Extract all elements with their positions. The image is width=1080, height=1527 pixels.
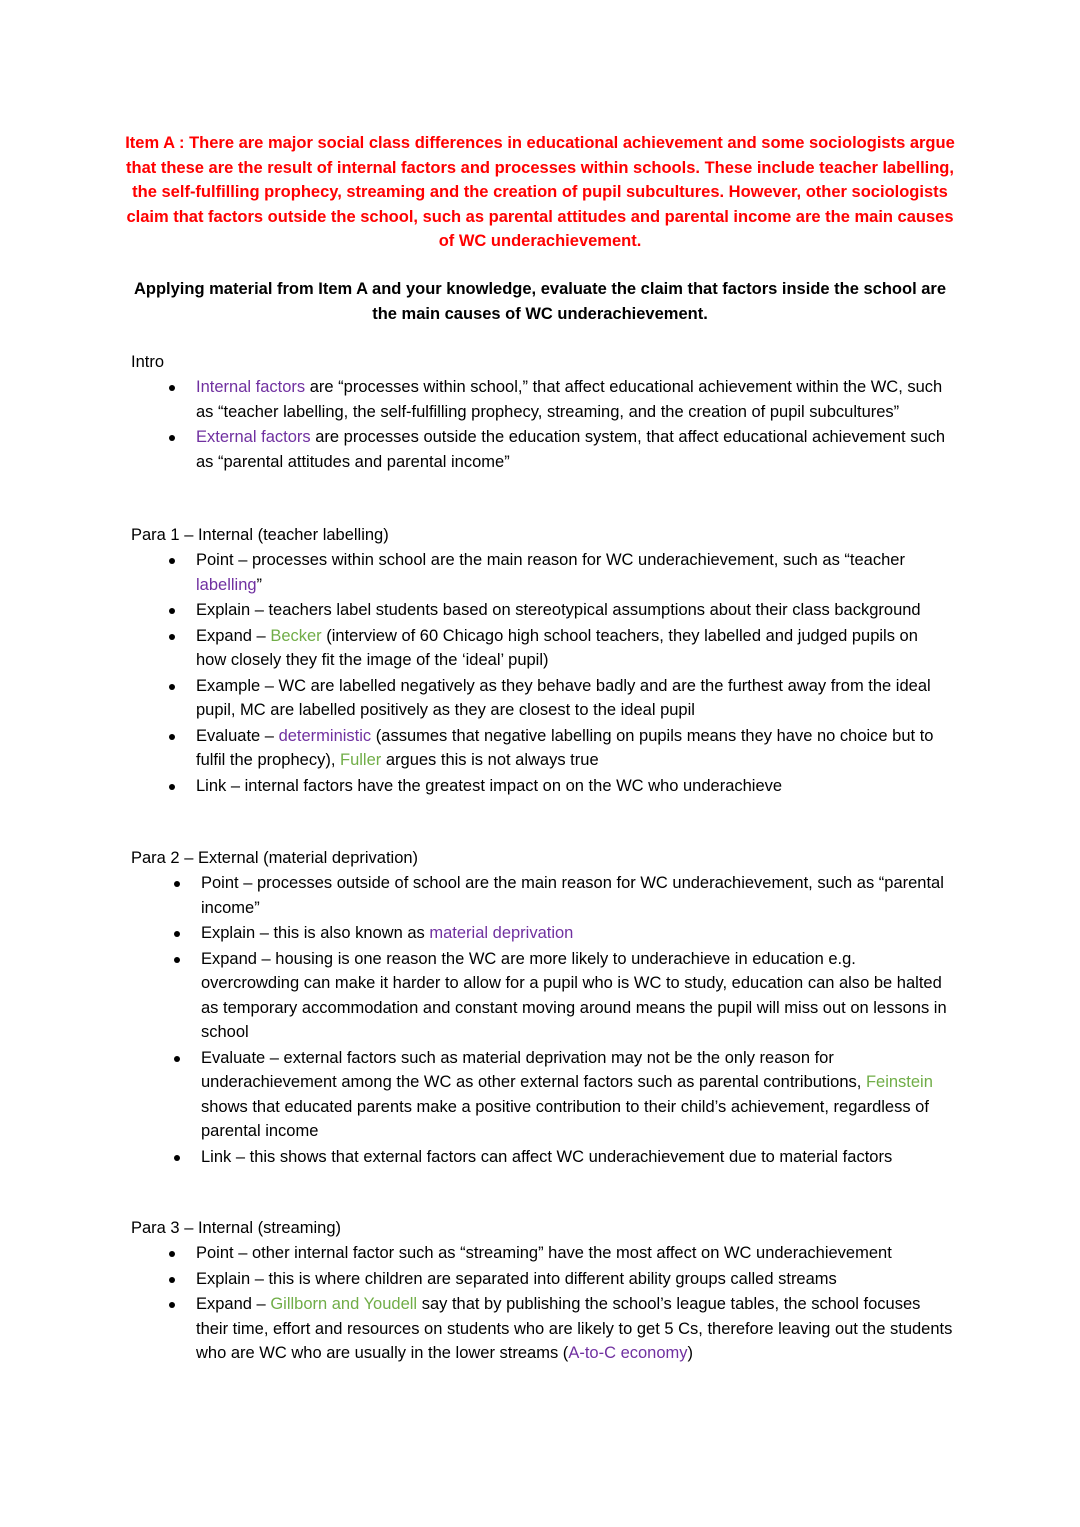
key-term: labelling xyxy=(196,575,257,594)
list-item: Point – other internal factor such as “streaming” have the most affect on WC underachievement xyxy=(196,1241,956,1266)
item-a-text: Item A : There are major social class differences in educational achievement and some sociologists argue that these are the result of internal factors and processes within schools. These include teacher labelling, the self-fulfilling prophecy, streaming and the creation of pupil subcultures. However, other sociologists claim that factors outside the school, such as parental attitudes and parental income are the main causes of WC underachievement. xyxy=(125,134,955,250)
sociologist-name: Feinstein xyxy=(865,1073,933,1091)
list-item: Example – WC are labelled negatively as they behave badly and are the furthest away from the ideal pupil, MC are labelled positively as they are closest to the ideal pupil xyxy=(196,674,936,723)
para3-list xyxy=(196,1241,956,1366)
key-term: Internal factors xyxy=(196,378,306,396)
intro-heading: Intro xyxy=(131,353,165,371)
list-item: Point – processes outside of school are the main reason for WC underachievement, such as “parental income” xyxy=(201,871,956,920)
list-item: Explain – teachers label students based on stereotypical assumptions about their class background xyxy=(196,598,936,623)
list-item: Expand – Gillborn and Youdell say that by publishing the school’s league tables, the school focuses their time, effort and resources on students who are likely to get 5 Cs, therefore leaving out the students who are WC who are usually in the lower streams (A-to-C economy) xyxy=(196,1292,956,1366)
key-term: External factors xyxy=(196,428,311,446)
essay-question: Applying material from Item A and your knowledge, evaluate the claim that factors inside the school are the main causes of WC underachievement. xyxy=(133,280,947,323)
key-term: A-to-C economy xyxy=(568,1344,688,1362)
sociologist-name: Becker xyxy=(270,626,322,645)
list-item: Explain – this is where children are separated into different ability groups called streams xyxy=(196,1267,956,1292)
sociologist-name: Fuller xyxy=(340,751,382,769)
list-item: Explain – this is also known as material deprivation xyxy=(201,921,956,946)
para1-heading: Para 1 – Internal (teacher labelling) xyxy=(131,526,389,544)
list-item: Expand – Becker (interview of 60 Chicago high school teachers, they labelled and judged pupils on how closely they fit the image of the ‘ideal’ pupil) xyxy=(196,624,936,673)
list-item: Internal factors are “processes within school,” that affect educational achievement within the WC, such as “teacher labelling, the self-fulfilling prophecy, streaming, and the creation of pupil subcultures” xyxy=(196,375,956,424)
list-item: Link – internal factors have the greatest impact on on the WC who underachieve xyxy=(196,774,936,799)
list-item: Expand – housing is one reason the WC are more likely to underachieve in education e.g. overcrowding can make it harder to allow for a pupil who is WC to study, education can also be halted as temporary accommodation and constant moving around means the pupil will miss out on lessons in school xyxy=(201,947,956,1045)
intro-list xyxy=(196,375,956,474)
key-term: deterministic xyxy=(278,726,372,745)
sociologist-name: Gillborn and Youdell xyxy=(270,1295,418,1313)
list-item: Evaluate – external factors such as material deprivation may not be the only reason for underachievement among the WC as other external factors such as parental contributions, Feinstein shows that educated parents make a positive contribution to their child’s achievement, regardless of parental income xyxy=(201,1046,956,1144)
list-item: Point – processes within school are the main reason for WC underachievement, such as “teacher labelling” xyxy=(196,548,936,597)
para2-heading: Para 2 – External (material deprivation) xyxy=(131,849,419,867)
key-term: material deprivation xyxy=(429,924,574,942)
para2-list xyxy=(201,871,956,1169)
list-item: Evaluate – deterministic (assumes that negative labelling on pupils means they have no choice but to fulfil the prophecy), Fuller argues this is not always true xyxy=(196,724,936,773)
para1-list xyxy=(196,548,936,798)
list-item: Link – this shows that external factors can affect WC underachievement due to material factors xyxy=(201,1145,956,1170)
list-item: External factors are processes outside the education system, that affect educational achievement such as “parental attitudes and parental income” xyxy=(196,425,956,474)
para3-heading: Para 3 – Internal (streaming) xyxy=(131,1219,342,1237)
